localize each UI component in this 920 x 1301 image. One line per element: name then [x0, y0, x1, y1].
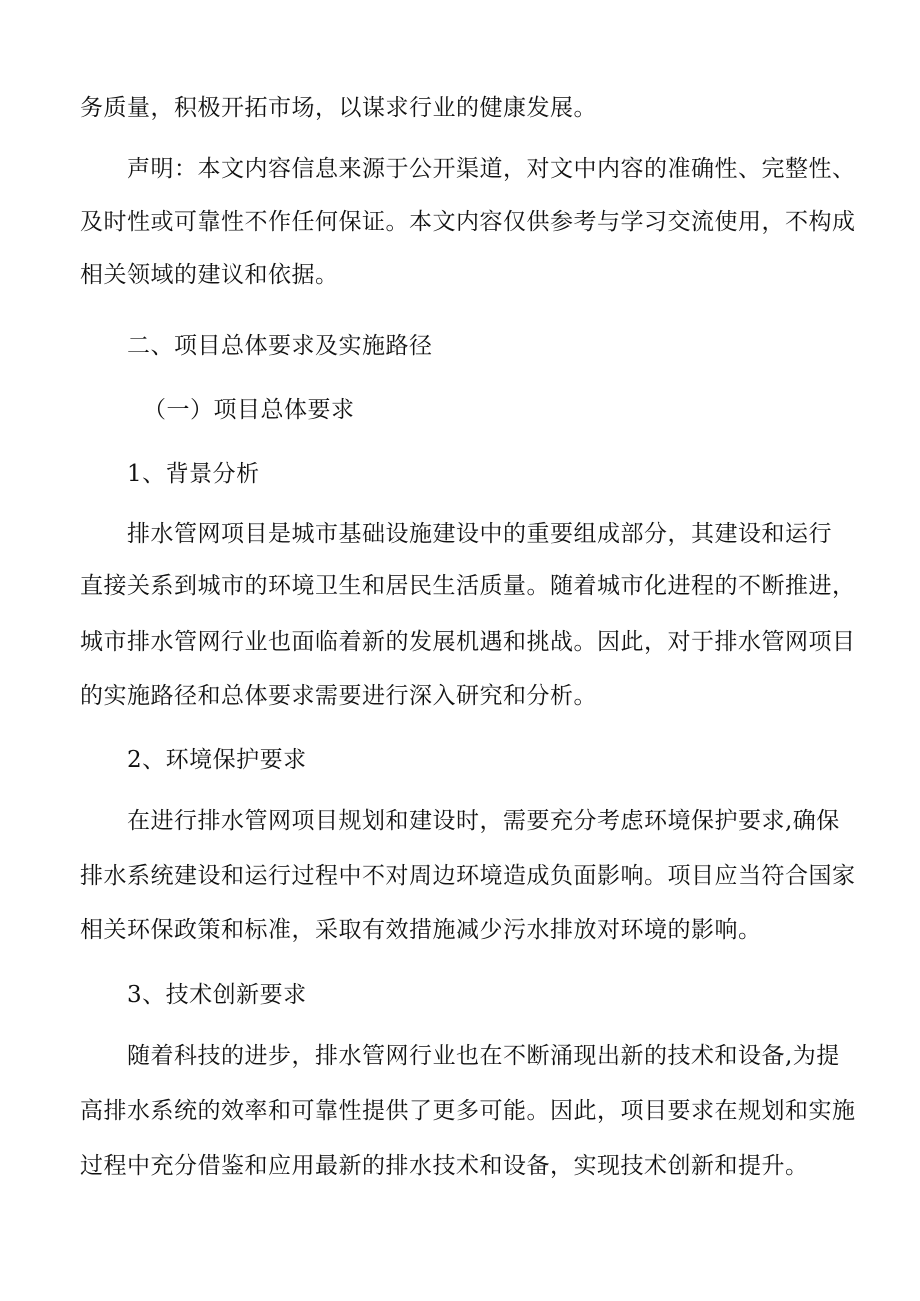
paragraph-line: 排水管网项目是城市基础设施建设中的重要组成部分，其建设和运行 — [127, 521, 832, 547]
disclaimer-line: 及时性或可靠性不作任何保证。本文内容仅供参考与学习交流使用，不构成 — [80, 209, 856, 235]
paragraph-line: 在进行排水管网项目规划和建设时，需要充分考虑环境保护要求,确保 — [127, 808, 840, 834]
intro-text-line: 务质量，积极开拓市场，以谋求行业的健康发展。 — [80, 95, 597, 121]
paragraph-line: 高排水系统的效率和可靠性提供了更多可能。因此，项目要求在规划和实施 — [80, 1098, 856, 1124]
paragraph-line: 的实施路径和总体要求需要进行深入研究和分析。 — [80, 683, 597, 709]
disclaimer-line: 相关领域的建议和依据。 — [80, 262, 339, 288]
paragraph-line: 城市排水管网行业也面临着新的发展机遇和挑战。因此，对于排水管网项目 — [80, 629, 856, 655]
paragraph-line: 排水系统建设和运行过程中不对周边环境造成负面影响。项目应当符合国家 — [80, 863, 856, 889]
paragraph-line: 过程中充分借鉴和应用最新的排水技术和设备，实现技术创新和提升。 — [80, 1153, 809, 1179]
item-heading: 2、环境保护要求 — [127, 747, 307, 773]
paragraph-line: 相关环保政策和标准，采取有效措施减少污水排放对环境的影响。 — [80, 917, 762, 943]
paragraph-line: 随着科技的进步，排水管网行业也在不断涌现出新的技术和设备,为提 — [127, 1043, 840, 1069]
subsection-title: （一）项目总体要求 — [143, 397, 355, 423]
paragraph-line: 直接关系到城市的环境卫生和居民生活质量。随着城市化进程的不断推进， — [80, 573, 856, 599]
item-heading: 3、技术创新要求 — [127, 982, 307, 1008]
disclaimer-line: 声明：本文内容信息来源于公开渠道，对文中内容的准确性、完整性、 — [127, 156, 856, 182]
section-title: 二、项目总体要求及实施路径 — [127, 333, 433, 359]
item-heading: 1、背景分析 — [127, 461, 260, 487]
